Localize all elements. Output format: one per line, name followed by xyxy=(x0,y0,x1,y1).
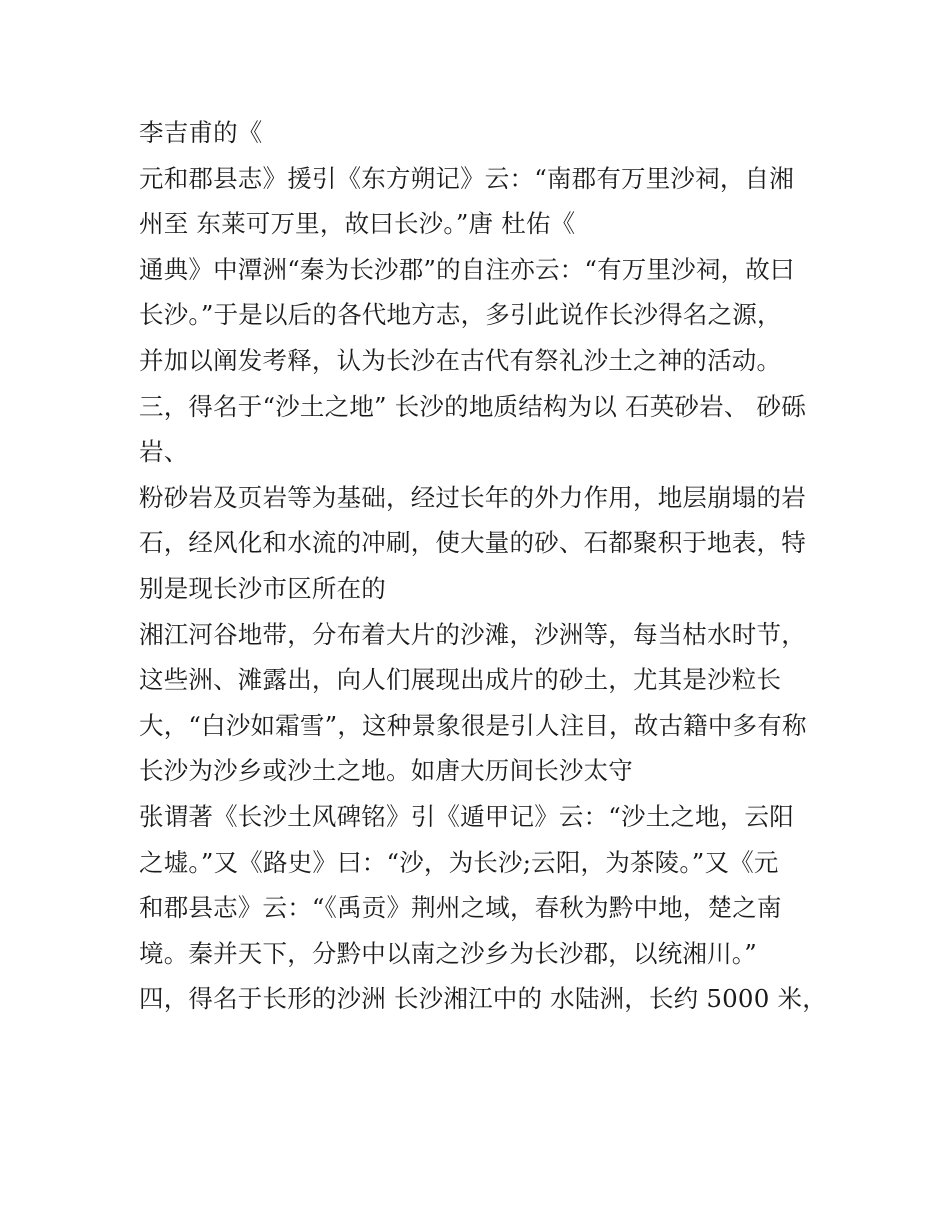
text-line: 大，“白沙如霜雪”，这种景象很是引人注目，故古籍中多有称 xyxy=(139,710,807,740)
text-line: 元和郡县志》援引《东方朔记》云：“南郡有万里沙祠，自湘 xyxy=(139,163,794,193)
text-line: 和郡县志》云：“《禹贡》荆州之域，春秋为黔中地，楚之南 xyxy=(139,893,782,923)
text-line: 三，得名于“沙土之地” 长沙的地质结构为以 石英砂岩、 砂砾 xyxy=(139,391,806,421)
text-line: 并加以阐发考释，认为长沙在古代有祭礼沙土之神的活动。 xyxy=(139,345,782,375)
text-line: 张谓著《长沙土风碑铭》引《遁甲记》云：“沙土之地，云阳 xyxy=(139,801,794,831)
text-line: 之墟。”又《路史》曰：“沙，为长沙;云阳，为茶陵。”又《元 xyxy=(139,847,779,877)
text-line: 湘江河谷地带，分布着大片的沙滩，沙洲等，每当枯水时节， xyxy=(139,619,806,649)
text-line: 州至 东莱可万里，故曰长沙。”唐 杜佑《 xyxy=(139,209,576,239)
text-line: 长沙为沙乡或沙土之地。如唐大历间长沙太守 xyxy=(139,756,633,786)
text-line: 李吉甫的《 xyxy=(139,118,263,147)
text-line: 长沙。”于是以后的各代地方志，多引此说作长沙得名之源， xyxy=(139,300,782,330)
text-line: 境。秦并天下，分黔中以南之沙乡为长沙郡，以统湘川。” xyxy=(139,938,757,968)
text-line: 石，经风化和水流的冲刷，使大量的砂、石都聚积于地表，特 xyxy=(139,528,806,558)
text-line: 通典》中潭洲“秦为长沙郡”的自注亦云：“有万里沙祠，故曰 xyxy=(139,254,795,284)
text-line: 四，得名于长形的沙洲 长沙湘江中的 水陆洲，长约 5000 米， xyxy=(139,984,827,1014)
text-line: 别是现长沙市区所在的 xyxy=(139,573,386,603)
text-line: 粉砂岩及页岩等为基础，经过长年的外力作用，地层崩塌的岩 xyxy=(139,482,806,512)
body-text xyxy=(139,110,829,1022)
text-line: 岩、 xyxy=(139,437,189,467)
text-line: 这些洲、滩露出，向人们展现出成片的砂土，尤其是沙粒长 xyxy=(139,665,782,695)
